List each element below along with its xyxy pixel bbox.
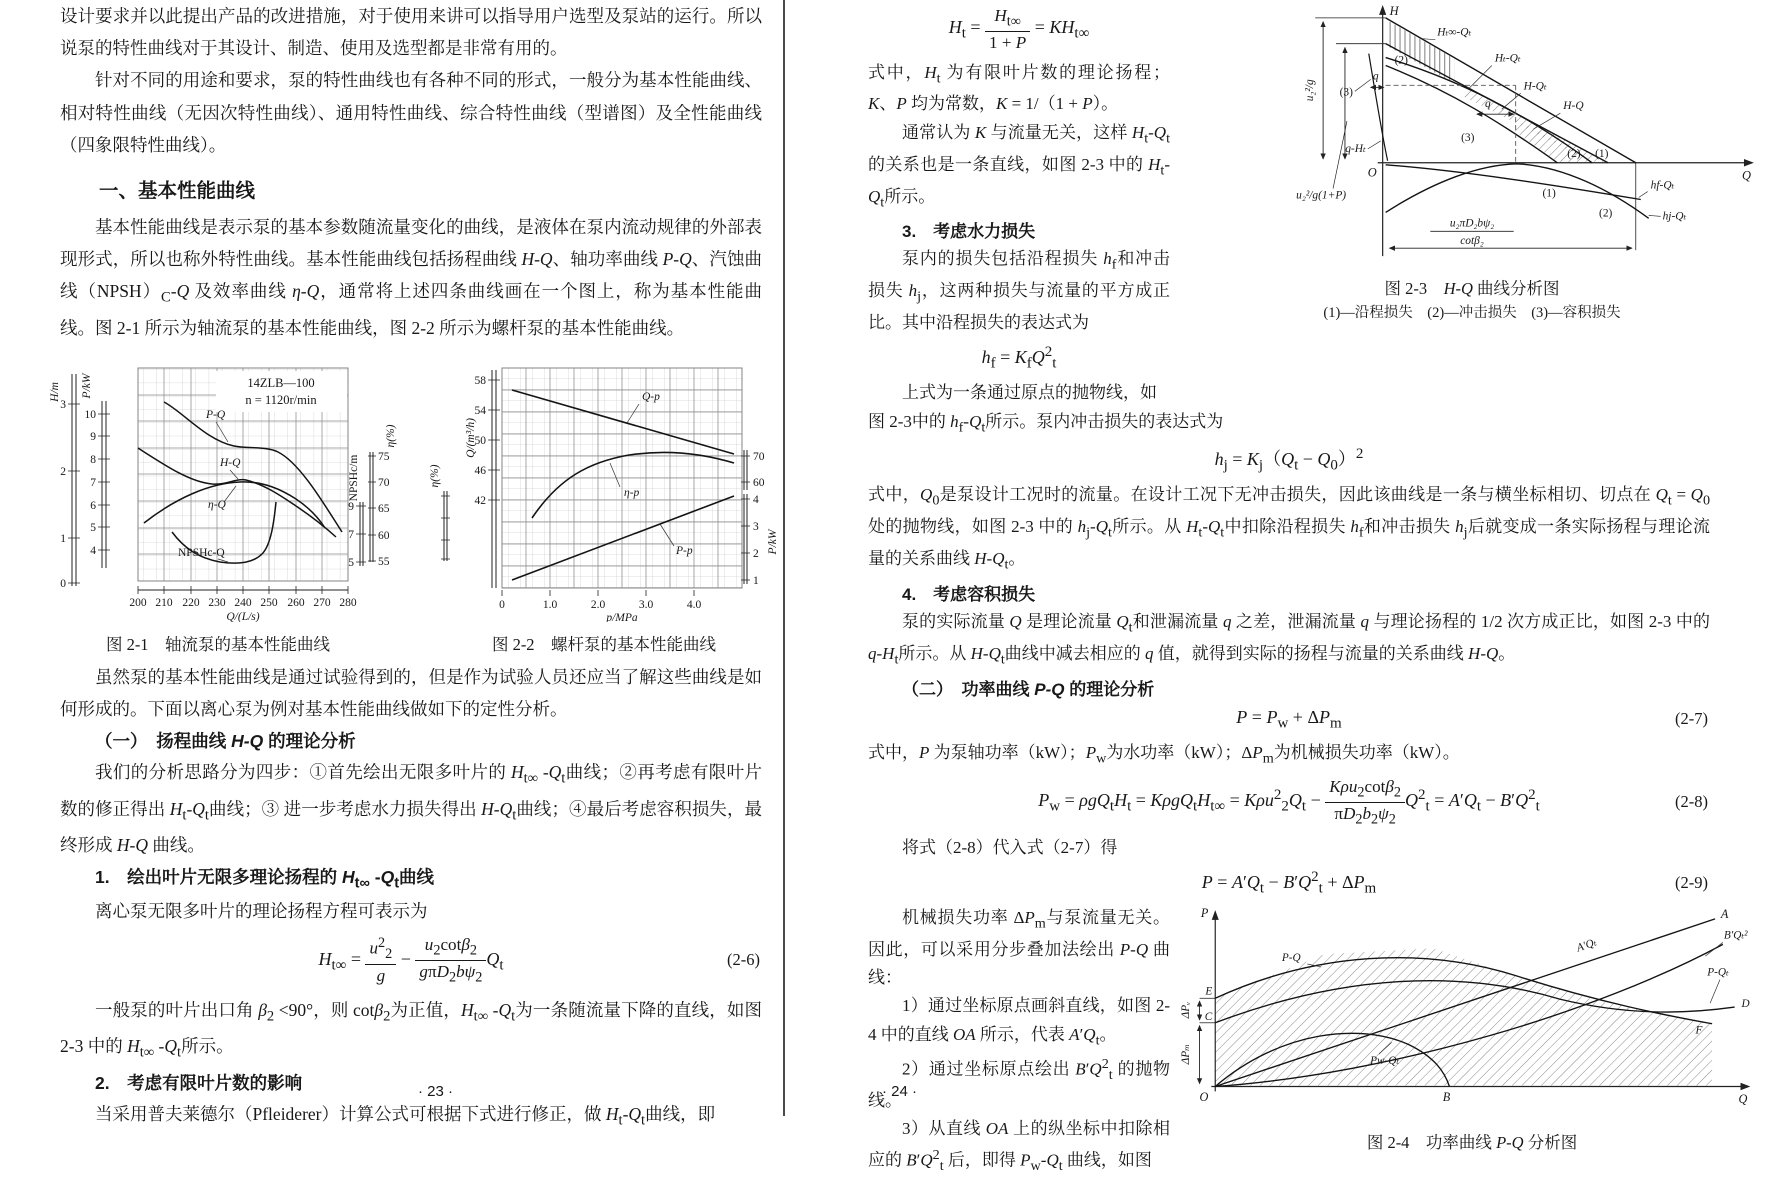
fraction-denominator: cotβ₂ — [1460, 235, 1484, 248]
paragraph-after-figures: 虽然泵的基本性能曲线是通过试验得到的，但是作为试验人员还应当了解这些曲线是如何形成的。下面以离心泵为例对基本性能曲线做如下的定性分析。 — [60, 666, 762, 719]
h-axis-label: H — [1389, 3, 1399, 18]
equation-body: $P = P_w + \Delta P_m$ — [1236, 706, 1342, 732]
equation-number: (2-6) — [727, 950, 760, 970]
paragraph-q0: 式中，$Q_0$是泵设计工况时的流量。在设计工况下无冲击损失，因此该曲线是一条与横坐标相切、切点在 $Q_t = Q_0$处的抛物线，如图 2-3 中的 $h_j-Q_t$所示。从 $H_t-Q_t$中扣除沿程损失 $h_f$和冲击损失 $h_j$后就变成一条实际扬程与理论流量的关系曲线 $H-Q_t$。 — [868, 485, 1711, 573]
x-tick: 250 — [260, 596, 278, 609]
h-tick: 1 — [60, 532, 66, 545]
marker-2: (2) — [1394, 54, 1408, 67]
p-tick: 10 — [84, 408, 96, 421]
eta-outer-ladder — [441, 491, 450, 561]
top-left-column — [868, 0, 1170, 408]
curve-label-h-q: H-Q — [220, 456, 241, 469]
h-axis-label: H/m — [49, 381, 61, 402]
step-heading-3: 3. 考虑水力损失 — [902, 222, 1036, 242]
origin-label: O — [1367, 165, 1377, 180]
paragraph-ht-def: 式中，$H_t$ 为有限叶片数的理论扬程；K、P 均为常数，K = 1/（1 + P）。 — [868, 62, 1171, 114]
q-leak-label: q — [1485, 98, 1491, 111]
hatch-region — [1215, 948, 1712, 1085]
paragraph-step-3: 3）从直线 OA 上的纵坐标中扣除相应的 $B'Q^2_t$ 后，即得 $P_w-Q_t$ 曲线，如图 — [868, 1119, 1171, 1174]
x-tick: 220 — [182, 596, 200, 609]
x-tick: 1.0 — [542, 598, 558, 611]
curve-htinf-qt — [1386, 18, 1636, 163]
x-axis — [138, 586, 348, 594]
curve-label-htinf: Hₜ∞-Qₜ — [1437, 26, 1472, 39]
page-number-left: · 23 · — [418, 1083, 454, 1100]
q-tick: 58 — [474, 374, 486, 387]
q-axis-ladder — [488, 370, 500, 588]
figure-2-3-legend: (1)—沿程损失 (2)—冲击损失 (3)—容积损失 — [1323, 305, 1621, 321]
top-two-column-block — [868, 0, 1770, 408]
equation-body: $h_f = K_fQ^2_t$ — [981, 344, 1057, 373]
point-b: B — [1442, 1090, 1451, 1105]
paragraph-pfleiderer: 当采用普夫莱德尔（Pfleiderer）计算公式可根据下式进行修正，做 $H_t-Q_t$曲线，即 — [95, 1103, 716, 1129]
equation-body: $H_{t\infty}$ = $\frac{u^2_2}{g}$ − $u_2\cot\beta_2$ $g\pi D_2b\psi_2$ $Q_t$ — [318, 934, 504, 986]
equation-hj — [868, 444, 1710, 476]
point-f: F — [1695, 1024, 1703, 1037]
curve-label-qht: q-Hₜ — [1345, 142, 1366, 155]
paragraph-parabola-b: 图 2-3中的 $h_f-Q_t$所示。泵内冲击损失的表达式为 — [868, 411, 1224, 435]
npsh-tick: 5 — [348, 556, 354, 569]
curve-label-bqt2: B′Qₜ² — [1723, 929, 1748, 942]
delta-pv-label: ΔPᵥ — [1179, 1001, 1192, 1019]
eta-axis — [368, 452, 376, 562]
curve-label-eta-q: η-Q — [208, 498, 226, 511]
p-tick: 4 — [90, 544, 96, 557]
eta-tick: 55 — [378, 555, 390, 568]
paragraph-volumetric: 泵的实际流量 Q 是理论流量 $Q_t$和泄漏流量 q 之差，泄漏流量 q 与理论扬程的 1/2 次方成正比，如图 2-3 中的 $q-H_t$所示。从 $H-Q_t$曲线中减去相应的 q 值，就得到实际的扬程与流量的关系曲线 H-Q。 — [868, 611, 1711, 668]
bottom-left-column — [868, 904, 1170, 1178]
x-tick: 270 — [313, 596, 331, 609]
p-tick: 7 — [90, 476, 96, 489]
dim-u2gp-label: u₂²/g(1+P) — [1296, 189, 1347, 202]
page-left — [49, 0, 779, 1129]
h-axis — [68, 374, 80, 586]
p-axis-label: P/kW — [81, 373, 93, 399]
eta-tick: 60 — [378, 529, 390, 542]
point-a: A — [1720, 906, 1729, 921]
x-tick: 4.0 — [686, 598, 702, 611]
p-tick: 9 — [90, 430, 96, 443]
curve-label-pw-qt: Pw-Qₜ — [1370, 1054, 1400, 1067]
npsh-tick: 7 — [348, 528, 354, 541]
marker-2: (2) — [1599, 207, 1613, 220]
equation-number: (2-7) — [1675, 709, 1708, 729]
subsection-heading-pq: （二） 功率曲线 P-Q 的理论分析 — [902, 679, 1155, 699]
paragraph-mech-loss: 机械损失功率 $\Delta P_m$与泵流量无关。因此，可以采用分步叠加法绘出 P-Q 曲线： — [868, 908, 1171, 988]
curve-label-p-p: P-p — [676, 544, 693, 557]
equation-number: (2-9) — [1675, 872, 1708, 892]
p-axis-label: P — [1200, 905, 1209, 920]
paragraph-parabola-a: 上式为一条通过原点的抛物线，如 — [902, 383, 1157, 403]
equation-body: $P_w = \rho gQ_tH_t = K\rho gQ_tH_{t\infty} = K\rho u^2_2Q_t$ − Kρu$_2$cotβ$_2$ $\pi D_2b_2\psi_2$ $Q^2_t = A'Q_t - B'Q^2_t$ — [1038, 776, 1540, 828]
origin-label: O — [1199, 1090, 1209, 1105]
p-tick: 8 — [90, 453, 96, 466]
q-axis-label: Q — [1741, 168, 1751, 183]
equation-hf — [868, 342, 1170, 374]
subsection-heading-hq: （一） 扬程曲线 H-Q 的理论分析 — [95, 731, 356, 752]
p-tick: 6 — [90, 499, 96, 512]
marker-3: (3) — [1461, 131, 1475, 144]
curve-label-hq: H-Q — [1563, 100, 1584, 113]
figure-2-4-caption: 图 2-4 功率曲线 P-Q 分析图 — [1366, 1133, 1578, 1153]
curve-label-aqt: A′Qₜ — [1575, 936, 1599, 955]
q-tick: 54 — [474, 404, 486, 417]
curve-label-hqt: H-Qₜ — [1523, 80, 1547, 93]
reference-lines — [1315, 18, 1636, 250]
step-heading-2: 2. 考虑有限叶片数的影响 — [95, 1072, 303, 1093]
figure-2-1-caption: 图 2-1 轴流泵的基本性能曲线 — [105, 634, 331, 654]
page-number-right: · 24 · — [882, 1083, 918, 1100]
eta-tick: 70 — [753, 450, 765, 463]
eta-tick: 60 — [753, 476, 765, 489]
curve-label-q-p: Q-p — [642, 390, 660, 403]
pump-speed-label: n = 1120r/min — [245, 392, 317, 407]
h-tick: 0 — [60, 577, 66, 590]
figure-row — [49, 356, 779, 655]
equation-body: $P = A'Q_t - B'Q^2_t + \Delta P_m$ — [1201, 869, 1377, 897]
p-tick: 2 — [753, 547, 759, 560]
x-tick: 240 — [234, 596, 252, 609]
x-axis-label: p/MPa — [606, 611, 638, 622]
q-tick: 50 — [474, 434, 486, 447]
fraction-numerator: u₂πD₂bψ₂ — [1449, 217, 1495, 230]
eta-tick: 65 — [378, 502, 390, 515]
figure-2-2 — [424, 356, 784, 655]
paragraph-beta: 一般泵的叶片出口角 $\beta_2 <90^\circ$，则 cotβ$_2$为正值，$H_{t\infty}$ $-Q_t$为一条随流量下降的直线，如图 2-3 中的 $H_{t\infty}$ $-Q_t$所示。 — [60, 1000, 763, 1061]
equation-body: $H_t$ = $\frac{H_{t\infty}}{1 + P}$ = $KH_{t\infty}$ — [948, 6, 1090, 53]
step-heading-1: 1. 绘出叶片无限多理论扬程的 $H_{t\infty}$ $-Q_t$曲线 — [95, 867, 435, 892]
paragraph-step-2: 2）通过坐标原点绘出 $B'Q^2_t$ 的抛物线。 — [868, 1055, 1171, 1111]
p-tick: 4 — [753, 493, 759, 506]
curve-label-npshc-q: NPSHc-Q — [178, 546, 225, 559]
x-tick: 0 — [499, 598, 505, 611]
bottom-right-column — [1178, 904, 1766, 1178]
marker-1: (1) — [1542, 187, 1556, 200]
curve-label-p-qt: P-Qₜ — [1707, 966, 1729, 979]
point-d: D — [1741, 998, 1750, 1011]
x-tick: 280 — [339, 596, 357, 609]
p-axis — [98, 401, 110, 568]
p-tick: 5 — [90, 521, 96, 534]
dim-u2g-label: u₂²/g — [1304, 79, 1317, 102]
delta-pm-label: ΔPₘ — [1179, 1043, 1192, 1065]
eta-tick: 75 — [378, 450, 390, 463]
curve-label-hj: hj-Qₜ — [1662, 210, 1687, 223]
equation-2-8 — [868, 776, 1710, 829]
x-tick: 230 — [208, 596, 226, 609]
marker-1: (1) — [1595, 147, 1609, 160]
paragraph-substitute: 将式（2-8）代入式（2-7）得 — [902, 837, 1118, 857]
x-tick: 260 — [287, 596, 305, 609]
pump-model-label: 14ZLB—100 — [247, 375, 315, 390]
x-axis-ticks — [502, 590, 694, 596]
top-right-column — [1174, 0, 1770, 408]
grid — [502, 368, 742, 588]
figure-2-3 — [1174, 0, 1770, 322]
dashed-lines — [1386, 85, 1516, 162]
p-tick: 3 — [753, 520, 759, 533]
point-e: E — [1205, 985, 1213, 998]
curve-label-eta-p: η-p — [624, 486, 640, 499]
marker-2: (2) — [1567, 147, 1581, 160]
eta-axis-label: η(%) — [429, 464, 441, 488]
equation-number: (2-8) — [1675, 792, 1708, 812]
equation-ht — [868, 5, 1170, 54]
paragraph-intro-1: 设计要求并以此提出产品的改进措施，对于使用来讲可以指导用户选型及泵站的运行。所以说泵的特性曲线对于其设计、制造、使用及选型都是非常有用的。 — [60, 6, 762, 59]
paragraph-basic-curves: 基本性能曲线是表示泵的基本参数随流量变化的曲线，是液体在泵内流动规律的外部表现形式，所以也称外特性曲线。基本性能曲线包括扬程曲线 H-Q、轴功率曲线 P-Q、汽蚀曲线$(NPSH)_C-Q$ 及效率曲线 η-Q，通常将上述四条曲线画在一个图上，称为基本性能曲线。图 2-1 所示为轴流泵的基本性能曲线，图 2-2 所示为螺杆泵的基本性能曲线。 — [60, 216, 763, 338]
x-tick: 200 — [129, 596, 147, 609]
q-axis-label: Q — [1738, 1092, 1748, 1107]
p-tick: 1 — [753, 574, 759, 587]
q-leak-label: q — [1372, 70, 1379, 83]
x-axis-label: Q/(L/s) — [226, 610, 260, 622]
npsh-axis-label: NPSHc/m — [348, 454, 360, 502]
curve-label-p-q: P-Q — [1281, 952, 1301, 965]
paragraph-intro-2: 针对不同的用途和要求，泵的特性曲线也有各种不同的形式，一般分为基本性能曲线、相对特性曲线（无因次特性曲线）、通用特性曲线、综合特性曲线（型谱图）及全性能曲线（四象限特性曲线）。 — [60, 70, 762, 155]
equation-2-6 — [60, 934, 762, 987]
equation-2-7 — [868, 705, 1710, 734]
x-tick: 210 — [155, 596, 173, 609]
q-axis-label: Q/(m³/h) — [465, 417, 477, 458]
paragraph-losses: 泵内的损失包括沿程损失 $h_f$和冲击损失 $h_j$，这两种损失与流量的平方成正比。其中沿程损失的表达式为 — [868, 249, 1171, 333]
h-tick: 2 — [60, 465, 66, 478]
axes — [1378, 5, 1754, 256]
pq-power-curve-analysis-diagram — [1178, 904, 1766, 1120]
q-tick: 46 — [474, 464, 486, 477]
axial-pump-performance-chart — [38, 356, 398, 622]
q-tick: 42 — [474, 494, 486, 507]
pkw-axis-label: P/kW — [767, 529, 779, 555]
page-right — [868, 0, 1770, 1174]
figure-2-3-caption: 图 2-3 H-Q 曲线分析图 — [1384, 279, 1560, 298]
marker-3: (3) — [1339, 86, 1353, 99]
x-tick: 2.0 — [590, 598, 606, 611]
eta-axis-label: η(%) — [385, 424, 397, 448]
figure-2-2-caption: 图 2-2 螺杆泵的基本性能曲线 — [491, 634, 717, 654]
step-heading-4: 4. 考虑容积损失 — [902, 584, 1036, 604]
paragraph-power-defs: 式中，P 为泵轴功率（kW）；$P_w$为水功率（kW）；$\Delta P_m$为机械损失功率（kW）。 — [868, 742, 1460, 767]
curve-label-hf: hf-Qₜ — [1650, 179, 1675, 192]
paragraph-analysis-steps: 我们的分析思路分为四步：①首先绘出无限多叶片的 $H_{t\infty}$ $-Q_t$曲线；②再考虑有限叶片数的修正得出 $H_t-Q_t$曲线；③ 进一步考虑水力损失得出 $H-Q_t$曲线；④最后考虑容积损失，最终形成 H-Q 曲线。 — [60, 762, 763, 855]
eta-tick: 70 — [378, 476, 390, 489]
point-c: C — [1204, 1010, 1213, 1023]
npsh-axis — [356, 502, 366, 566]
equation-body: $h_j = K_j(Q_t - Q_0)^2$ — [1214, 446, 1364, 475]
bottom-two-column-block — [868, 904, 1770, 1178]
x-tick: 3.0 — [638, 598, 654, 611]
npsh-tick: 9 — [348, 500, 354, 513]
figure-2-1 — [38, 356, 398, 655]
paragraph-k-constant: 通常认为 K 与流量无关，这样 $H_t-Q_t$的关系也是一条直线，如图 2-3 中的 $H_t-Q_t$所示。 — [868, 122, 1171, 210]
paragraph-step-1: 1）通过坐标原点画斜直线，如图 2-4 中的直线 OA 所示，代表 $A'Q_t$。 — [868, 996, 1170, 1048]
paragraph-eq26-intro: 离心泵无限多叶片的理论扬程方程可表示为 — [95, 900, 428, 921]
curve-label-ht: Hₜ-Qₜ — [1494, 52, 1521, 65]
hq-curve-analysis-diagram — [1174, 0, 1770, 266]
h-tick: 3 — [60, 398, 66, 411]
equation-2-9 — [868, 867, 1710, 899]
screw-pump-performance-chart — [424, 356, 784, 622]
section-heading-basic-curves: 一、基本性能曲线 — [99, 179, 256, 202]
curve-hf-qt — [1386, 165, 1641, 200]
curve-label-p-q: P-Q — [206, 408, 226, 421]
